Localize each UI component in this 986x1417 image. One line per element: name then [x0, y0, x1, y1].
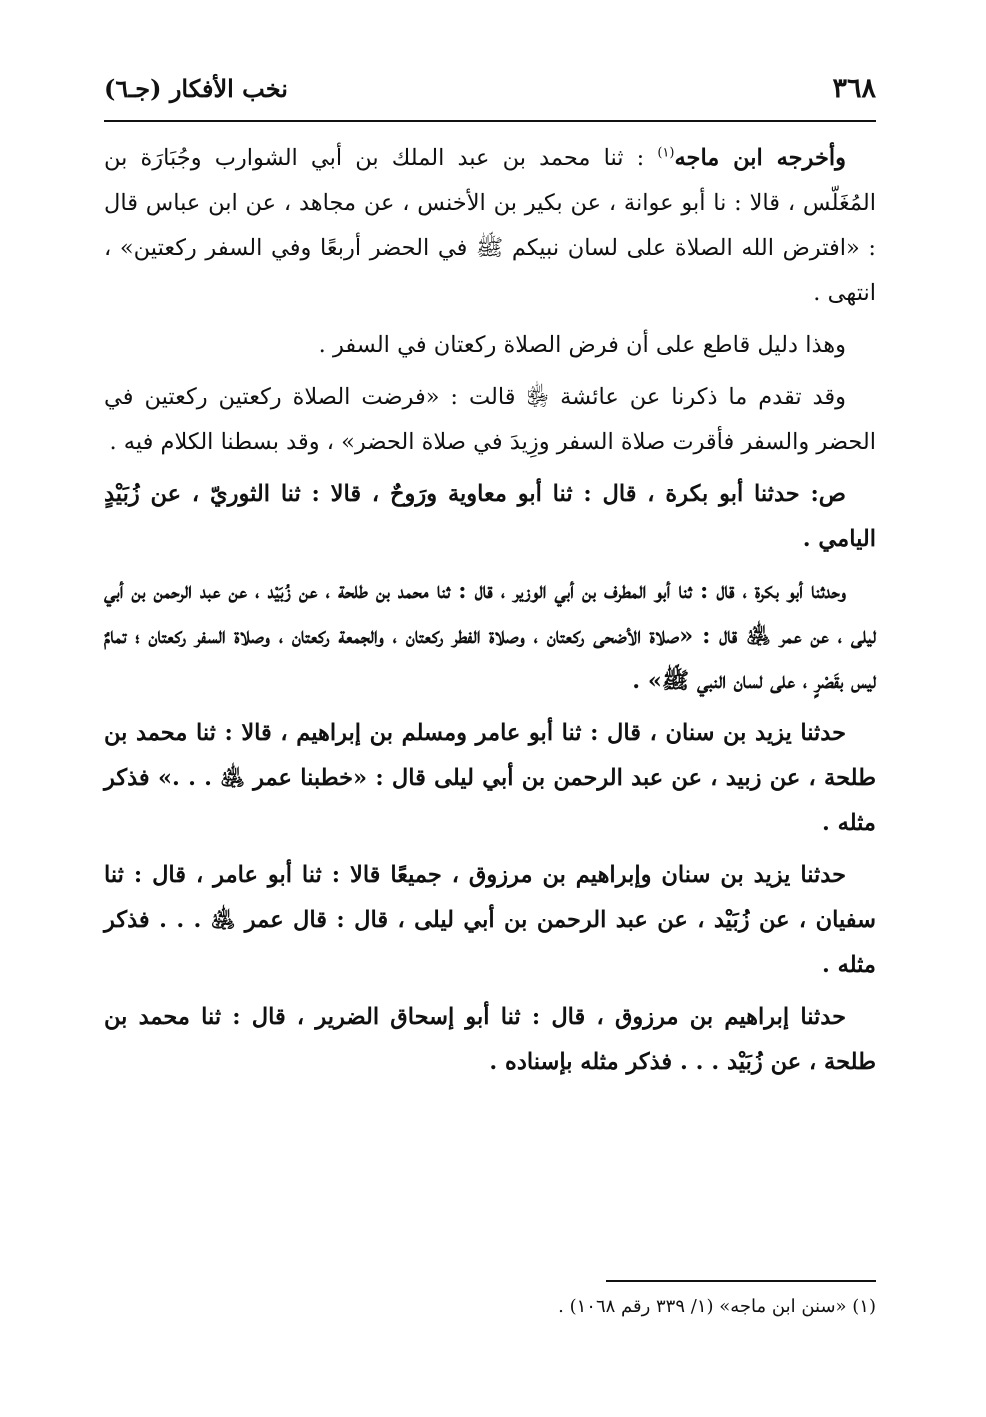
footnote-reference: (١): [657, 145, 675, 161]
paragraph-conclusion: وهذا دليل قاطع على أن فرض الصلاة ركعتان في السفر .: [318, 332, 846, 358]
paragraph-aisha: وقد تقدم ما ذكرنا عن عائشة ﵂ قالت : «فرضت الصلاة ركعتين ركعتين في الحضر والسفر فأقرت صلاة السفر وزِيدَ في صلاة الحضر» ، وقد بسطنا الكلام فيه .: [104, 384, 876, 455]
paragraph-lead: وأخرجه ابن ماجه: [674, 145, 846, 171]
paragraph-hadith-abu-bakra: ص: حدثنا أبو بكرة ، قال : ثنا أبو معاوية ورَوحٌ ، قالا : ثنا الثوريّ ، عن زُبَيْدٍ اليامي .: [104, 481, 876, 552]
footnote: (١) «سنن ابن ماجه» (١/ ٣٣٩ رقم ١٠٦٨) .: [558, 1296, 876, 1317]
page-header: [104, 66, 876, 110]
paragraph-ibn-majah: [104, 136, 876, 316]
footnote-divider: [606, 1280, 876, 1282]
paragraph-hadith-umar: وحدثنا أبو بكرة ، قال : ثنا أبو المطرف بن أبي الوزير ، قال : ثنا محمد بن طلحة ، عن زُبَيْد ، عن عبد الرحمن بن أبي ليلى ، عن عمر ﵁ قال : «صلاة الأضحى ركعتان ، وصلاة الفطر ركعتان ، والجمعة ركعتان ، وصلاة السفر ركعتان ؛ تمامٌ ليس بقَصْرٍ ، على لسان النبي ﷺ» .: [104, 578, 876, 694]
main-text: [104, 136, 876, 1085]
running-title: نخب الأفكار (جـ٦): [104, 73, 288, 103]
header-divider: [104, 120, 876, 122]
paragraph-hadith-yazid-ibrahim: حدثنا يزيد بن سنان وإبراهيم بن مرزوق ، جميعًا قالا : ثنا أبو عامر ، قال : ثنا سفيان ، عن زُبَيْد ، عن عبد الرحمن بن أبي ليلى ، قال : قال عمر ﵁ . . . فذكر مثله .: [104, 862, 876, 978]
paragraph-hadith-yazid: حدثنا يزيد بن سنان ، قال : ثنا أبو عامر ومسلم بن إبراهيم ، قالا : ثنا محمد بن طلحة ، عن زبيد ، عن عبد الرحمن بن أبي ليلى قال : «خطبنا عمر ﵁ . . .» فذكر مثله .: [104, 720, 876, 836]
page-number: ٣٦٨: [832, 72, 876, 104]
paragraph-hadith-ibrahim: حدثنا إبراهيم بن مرزوق ، قال : ثنا أبو إسحاق الضرير ، قال : ثنا محمد بن طلحة ، عن زُبَيْد . . . فذكر مثله بإسناده .: [104, 1004, 876, 1075]
paragraph-text: : ثنا محمد بن عبد الملك بن أبي الشوارب وجُبَارَة بن المُغَلّس ، قالا : نا أبو عوانة ، عن بكير بن الأخنس ، عن مجاهد ، عن ابن عباس قال : «افترض الله الصلاة على لسان نبيكم ﷺ في الحضر أربعًا وفي السفر ركعتين» ، انتهى .: [104, 145, 876, 306]
